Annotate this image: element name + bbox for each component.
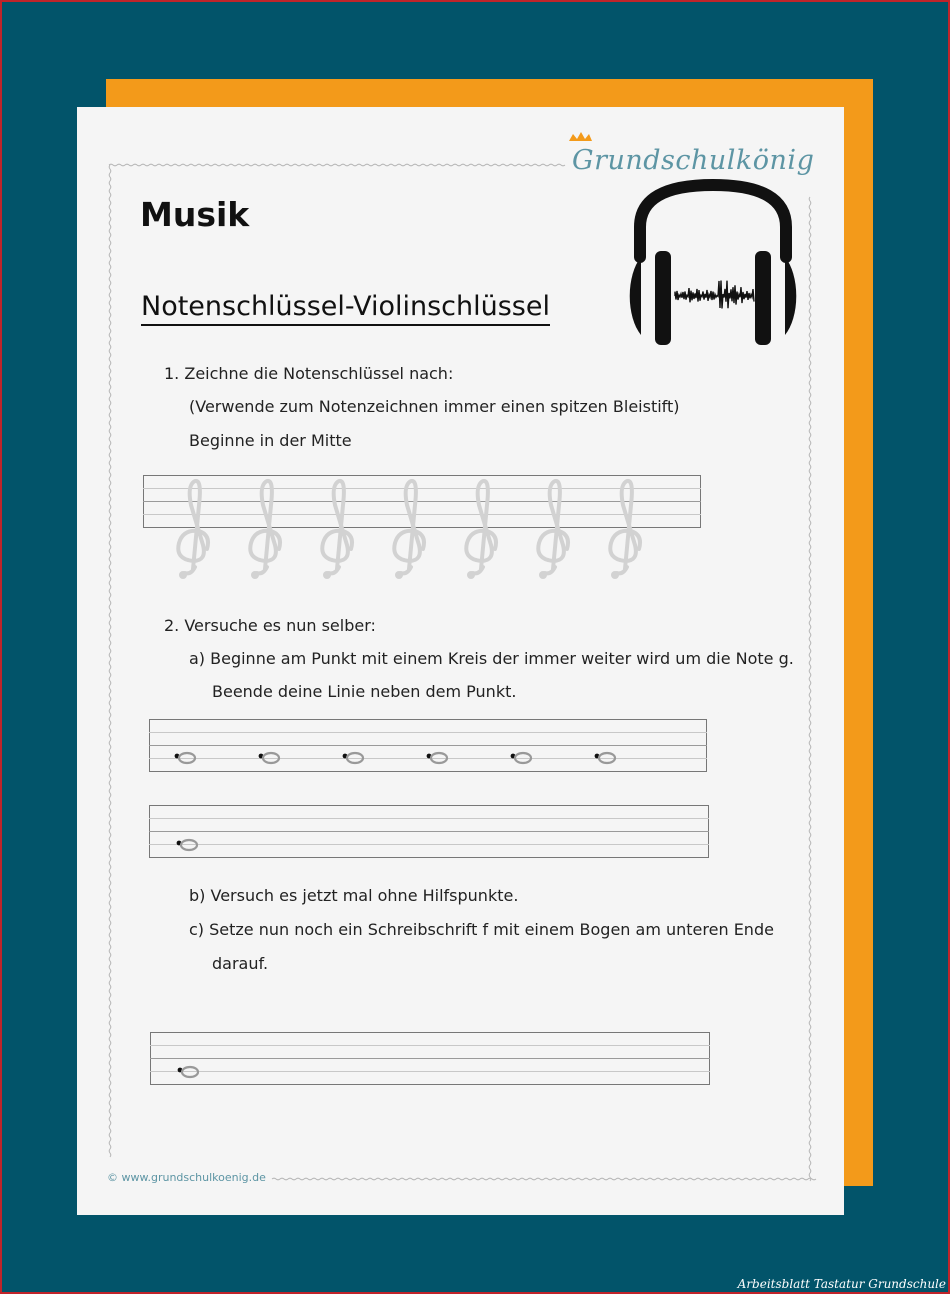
treble-clef-icon <box>610 481 640 579</box>
brand-logo: Grundschulkönig <box>572 145 815 176</box>
treble-clef-icon <box>538 481 568 579</box>
treble-clef-icon <box>466 481 496 579</box>
staff-practice-3 <box>150 1032 712 1086</box>
task2a-continuation: Beende deine Linie neben dem Punkt. <box>212 682 517 701</box>
headphones-icon <box>77 107 844 367</box>
task2c-continuation: darauf. <box>212 954 269 973</box>
footer-url: © www.grundschulkoenig.de <box>107 1171 266 1184</box>
treble-clef-icon <box>322 481 352 579</box>
task2b-instruction: b) Versuch es jetzt mal ohne Hilfspunkte. <box>189 886 519 905</box>
staff-practice-1 <box>149 719 709 773</box>
worksheet-page <box>77 107 844 1215</box>
treble-clef-icon <box>250 481 280 579</box>
staff-practice-2 <box>149 805 711 859</box>
image-caption: Arbeitsblatt Tastatur Grundschule <box>737 1277 946 1291</box>
treble-clef-icon <box>178 481 208 579</box>
task1-hint: (Verwende zum Notenzeichnen immer einen spitzen Bleistift) <box>189 397 680 416</box>
task2-instruction: 2. Versuche es nun selber: <box>164 616 376 635</box>
treble-clef-icon <box>394 481 424 579</box>
task2c-instruction: c) Setze nun noch ein Schreibschrift f mit einem Bogen am unteren Ende <box>189 920 774 939</box>
subject-heading: Musik <box>140 195 250 234</box>
staff-clef-tracing <box>143 475 703 585</box>
worksheet-title: Notenschlüssel-Violinschlüssel <box>141 291 550 326</box>
task1-instruction: 1. Zeichne die Notenschlüssel nach: <box>164 364 454 383</box>
task2a-instruction: a) Beginne am Punkt mit einem Kreis der immer weiter wird um die Note g. <box>189 649 794 668</box>
task1-start-hint: Beginne in der Mitte <box>189 431 352 450</box>
